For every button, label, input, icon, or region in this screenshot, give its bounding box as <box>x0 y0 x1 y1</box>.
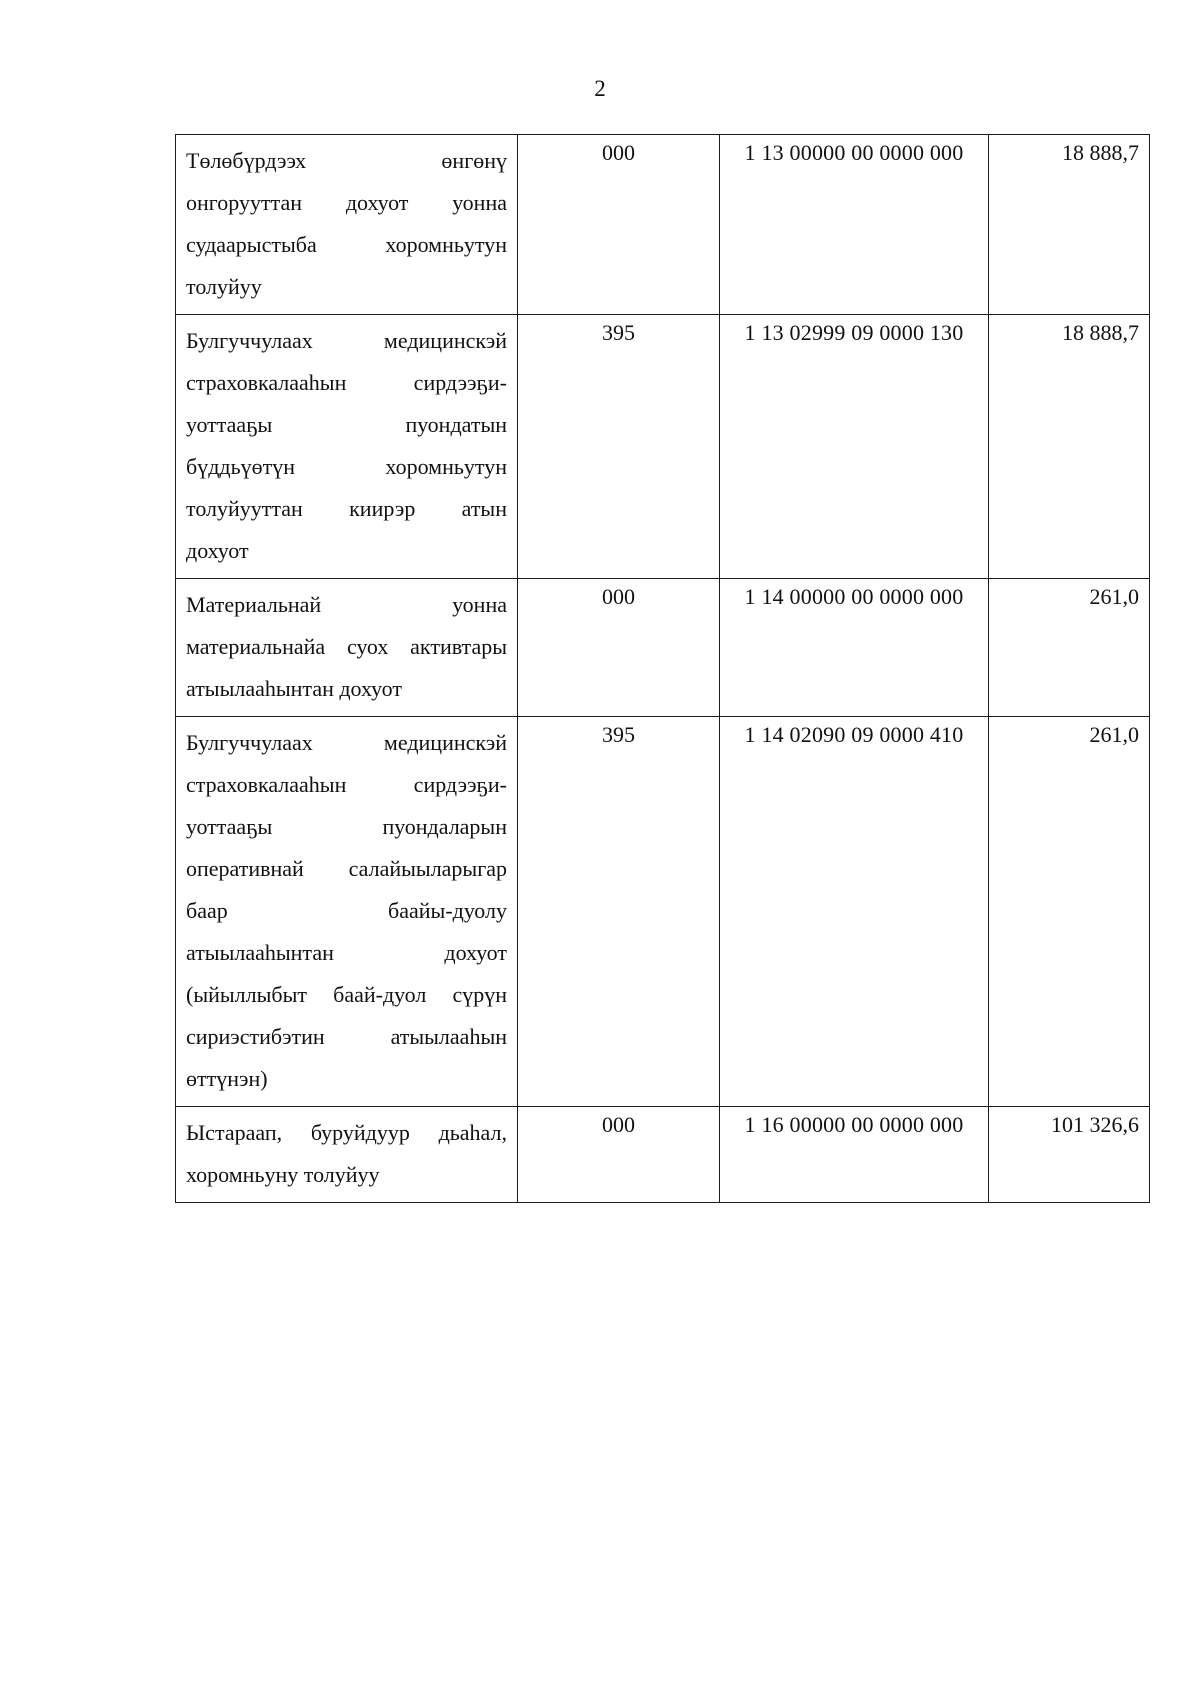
budget-code-cell: 1 16 00000 00 0000 000 <box>720 1107 989 1203</box>
revenue-name-line: бүддьүөтүн хоромньутун <box>186 454 507 479</box>
revenue-name-line: страховкалааһын сирдээҕи- <box>186 370 507 395</box>
revenue-name-line: баар баайы-дуолу <box>186 898 507 923</box>
admin-code-cell: 000 <box>518 579 720 717</box>
admin-code-cell: 000 <box>518 135 720 315</box>
revenue-name-line: толуйуу <box>186 274 262 299</box>
revenue-name-line: уоттааҕы пуондатын <box>186 412 507 437</box>
budget-revenue-table <box>175 134 1150 1203</box>
budget-code-cell: 1 14 02090 09 0000 410 <box>720 717 989 1107</box>
revenue-name-line: (ыйыллыбыт баай-дуол сүрүн <box>186 982 507 1007</box>
amount-cell: 18 888,7 <box>989 135 1150 315</box>
revenue-name-line: атыылааһынтан дохуот <box>186 676 402 701</box>
budget-code-cell: 1 13 02999 09 0000 130 <box>720 315 989 579</box>
table-row <box>176 1107 1150 1203</box>
revenue-name-line: Булгуччулаах медицинскэй <box>186 328 507 353</box>
revenue-name-line: Материальнай уонна <box>186 592 507 617</box>
revenue-name-line: Булгуччулаах медицинскэй <box>186 730 507 755</box>
table-row <box>176 717 1150 1107</box>
admin-code-cell: 395 <box>518 717 720 1107</box>
amount-cell: 261,0 <box>989 579 1150 717</box>
revenue-name-line: материальнайа суох активтары <box>186 634 507 659</box>
revenue-name-line: уоттааҕы пуондаларын <box>186 814 507 839</box>
amount-cell: 101 326,6 <box>989 1107 1150 1203</box>
revenue-name-cell <box>176 717 518 1107</box>
revenue-name-cell <box>176 579 518 717</box>
revenue-name-line: атыылааһынтан дохуот <box>186 940 507 965</box>
revenue-name-line: толуйууттан киирэр атын <box>186 496 507 521</box>
revenue-name-line: сириэстибэтин атыылааһын <box>186 1024 507 1049</box>
budget-code-cell: 1 14 00000 00 0000 000 <box>720 579 989 717</box>
revenue-name-cell <box>176 315 518 579</box>
revenue-name-line: судаарыстыба хоромньутун <box>186 232 507 257</box>
table-body <box>176 135 1150 1203</box>
revenue-name-line: Төлөбүрдээх өнгөнү <box>186 148 507 173</box>
amount-cell: 18 888,7 <box>989 315 1150 579</box>
revenue-name-line: хоромньуну толуйуу <box>186 1162 380 1187</box>
page-number: 2 <box>594 76 606 101</box>
revenue-name-line: страховкалааһын сирдээҕи- <box>186 772 507 797</box>
admin-code-cell: 000 <box>518 1107 720 1203</box>
revenue-name-cell <box>176 135 518 315</box>
amount-cell: 261,0 <box>989 717 1150 1107</box>
budget-code-cell: 1 13 00000 00 0000 000 <box>720 135 989 315</box>
table-row <box>176 135 1150 315</box>
admin-code-cell: 395 <box>518 315 720 579</box>
revenue-name-line: Ыстараап, буруйдуур дьаһал, <box>186 1120 507 1145</box>
revenue-name-line: дохуот <box>186 538 249 563</box>
table-row <box>176 579 1150 717</box>
revenue-name-line: өттүнэн) <box>186 1066 268 1091</box>
revenue-name-line: онгорууттан дохуот уонна <box>186 190 507 215</box>
revenue-name-cell <box>176 1107 518 1203</box>
revenue-name-line: оперативнай салайыыларыгар <box>186 856 507 881</box>
table-row <box>176 315 1150 579</box>
